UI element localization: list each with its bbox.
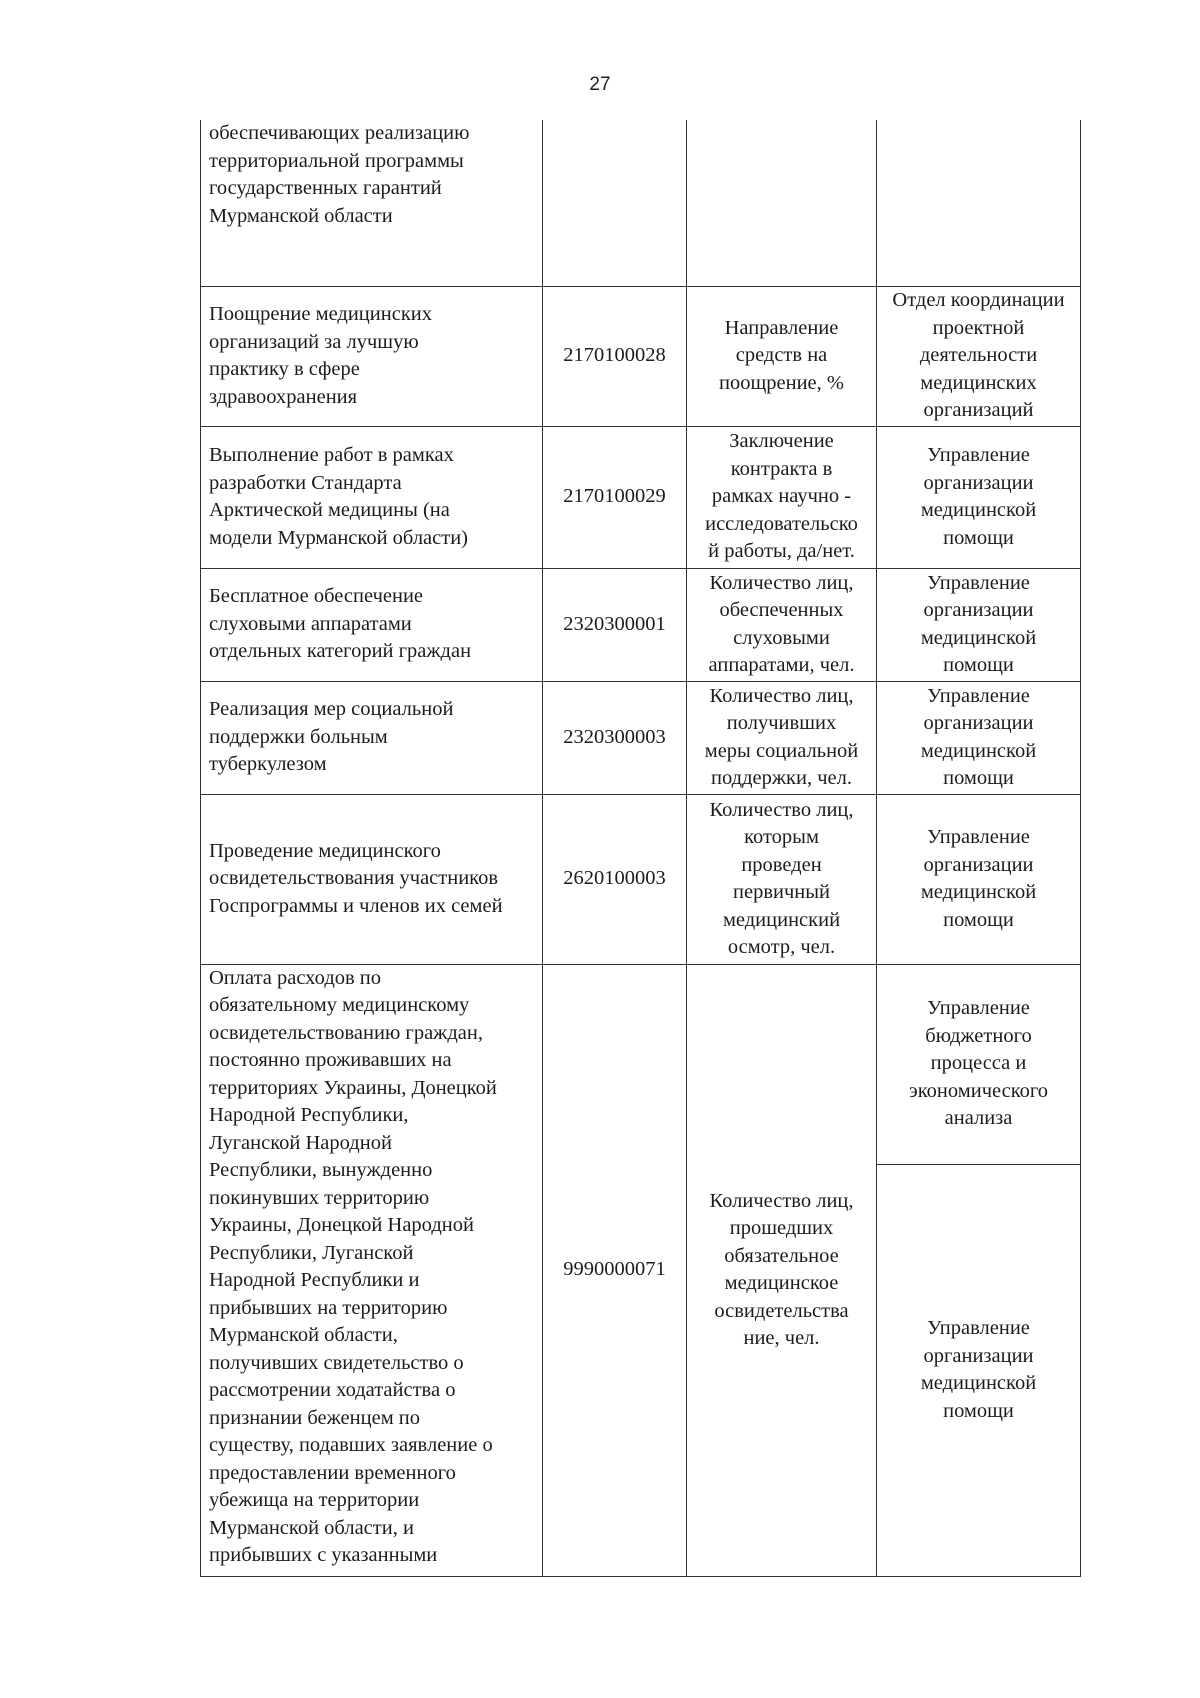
table-row [201,794,1081,964]
indicator-cell [687,426,877,568]
budget-code: 2170100029 [563,485,666,508]
indicator-cell [687,794,877,964]
table-row [201,681,1081,794]
activity-name: обеспечивающих реализацию территориальной программы государственных гарантий Мурманской области [209,122,470,227]
responsible-unit: Управление организации медицинской помощи [920,444,1037,549]
budget-code: 2320300003 [563,725,666,748]
page-number: 27 [589,74,611,95]
activity-name: Проведение медицинского освидетельствования участников Госпрограммы и членов их семей [209,839,503,917]
table-row [201,286,1081,426]
code-cell [543,794,687,964]
indicator: Количество лиц, получивших меры социальной поддержки, чел. [704,684,859,789]
indicator-cell [687,120,877,286]
responsible-unit: Управление организации медицинской помощи [920,684,1037,789]
activity-name-cell [201,681,543,794]
responsible-unit: Управление организации медицинской помощи [920,1317,1037,1422]
responsible-cell [877,426,1081,568]
code-cell [543,426,687,568]
responsible-cell [877,568,1081,681]
indicator: Количество лиц, прошедших обязательное медицинское освидетельства ние, чел. [709,1189,854,1349]
table-row [201,964,1081,1164]
activity-name-cell [201,964,543,1576]
activity-name-cell [201,794,543,964]
budget-code: 9990000071 [563,1258,666,1281]
code-cell [543,964,687,1576]
table-row [201,426,1081,568]
responsible-unit: Управление бюджетного процесса и экономического анализа [908,997,1049,1130]
activity-name-cell [201,286,543,426]
responsible-cell [877,1164,1081,1576]
code-cell [543,568,687,681]
activity-name: Бесплатное обеспечение слуховыми аппаратами отдельных категорий граждан [209,585,472,663]
activity-name: Выполнение работ в рамках разработки Стандарта Арктической медицины (на модели Мурманской области) [209,444,469,549]
code-cell [543,286,687,426]
code-cell [543,120,687,286]
responsible-cell [877,286,1081,426]
indicator: Направление средств на поощрение, % [719,316,844,394]
indicator: Заключение контракта в рамках научно - исследовательско й работы, да/нет. [705,430,858,563]
activity-name-cell [201,568,543,681]
indicator-cell [687,568,877,681]
responsible-cell [877,964,1081,1164]
activity-name-cell [201,120,543,286]
table-row [201,568,1081,681]
budget-code: 2620100003 [563,867,666,890]
responsible-cell [877,120,1081,286]
table-row [201,120,1081,286]
responsible-unit: Управление организации медицинской помощи [920,826,1037,931]
activity-name: Реализация мер социальной поддержки больным туберкулезом [209,698,454,776]
indicator-cell [687,681,877,794]
activity-name: Поощрение медицинских организаций за лучшую практику в сфере здравоохранения [209,303,432,408]
budget-code: 2170100028 [563,344,666,367]
activity-name-cell [201,426,543,568]
responsible-unit: Управление организации медицинской помощи [920,571,1037,676]
responsible-unit: Отдел координации проектной деятельности медицинских организаций [892,289,1065,422]
budget-code: 2320300001 [563,612,666,635]
responsible-cell [877,794,1081,964]
program-table [200,120,1081,1577]
activity-name: Оплата расходов по обязательному медицинскому освидетельствованию граждан, постоянно проживавших на территориях Украины, Донецкой Народной Республики, Луганской Народной Республики, вынужденно покинувших территорию Украины, Донецкой Народной Республики, Луганской Народной Республики и прибывших на территорию Мурманской области, получивших свидетельство о рассмотрении ходатайства о признании беженцем по существу, подавших заявление о предоставлении временного убежища на территории Мурманской области, и прибывших с указанными [209,966,497,1566]
responsible-cell [877,681,1081,794]
code-cell [543,681,687,794]
indicator-cell [687,286,877,426]
indicator: Количество лиц, которым проведен первичный медицинский осмотр, чел. [709,798,854,958]
indicator: Количество лиц, обеспеченных слуховыми аппаратами, чел. [708,571,855,676]
indicator-cell [687,964,877,1576]
